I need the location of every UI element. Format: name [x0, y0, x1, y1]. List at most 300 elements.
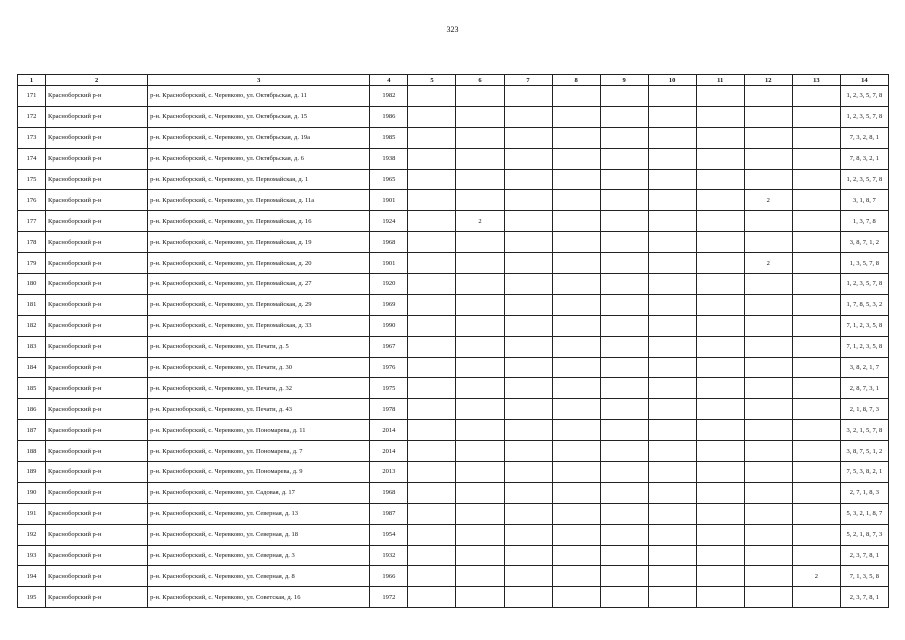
- column-header: 3: [148, 75, 370, 86]
- col10-cell: [648, 357, 696, 378]
- col8-cell: [552, 566, 600, 587]
- col11-cell: [696, 503, 744, 524]
- district-cell: Красноборский р-н: [46, 274, 148, 295]
- col6-cell: [456, 441, 504, 462]
- col14-cell: 7, 1, 3, 5, 8: [840, 566, 888, 587]
- col12-cell: [744, 441, 792, 462]
- col8-cell: [552, 441, 600, 462]
- address-cell: р-н. Красноборский, с. Черевково, ул. Пономарева, д. 9: [148, 462, 370, 483]
- year-cell: 1967: [370, 336, 408, 357]
- col8-cell: [552, 190, 600, 211]
- year-cell: 1969: [370, 294, 408, 315]
- year-cell: 1924: [370, 211, 408, 232]
- col7-cell: [504, 232, 552, 253]
- row-number-cell: 189: [18, 462, 46, 483]
- col12-cell: [744, 315, 792, 336]
- table-row: [18, 399, 889, 420]
- col8-cell: [552, 482, 600, 503]
- col13-cell: [792, 378, 840, 399]
- column-header: 5: [408, 75, 456, 86]
- col9-cell: [600, 357, 648, 378]
- column-header: 4: [370, 75, 408, 86]
- col13-cell: [792, 127, 840, 148]
- col14-cell: 7, 1, 2, 3, 5, 8: [840, 315, 888, 336]
- col7-cell: [504, 441, 552, 462]
- col10-cell: [648, 211, 696, 232]
- year-cell: 1968: [370, 482, 408, 503]
- col14-cell: 1, 2, 3, 5, 7, 8: [840, 86, 888, 107]
- col9-cell: [600, 169, 648, 190]
- col6-cell: [456, 336, 504, 357]
- col13-cell: [792, 274, 840, 295]
- col11-cell: [696, 587, 744, 608]
- col11-cell: [696, 294, 744, 315]
- row-number-cell: 173: [18, 127, 46, 148]
- col5-cell: [408, 294, 456, 315]
- district-cell: Красноборский р-н: [46, 524, 148, 545]
- year-cell: 1972: [370, 587, 408, 608]
- col13-cell: [792, 420, 840, 441]
- col7-cell: [504, 127, 552, 148]
- col10-cell: [648, 378, 696, 399]
- col14-cell: 7, 8, 3, 2, 1: [840, 148, 888, 169]
- row-number-cell: 194: [18, 566, 46, 587]
- row-number-cell: 171: [18, 86, 46, 107]
- col6-cell: [456, 232, 504, 253]
- col14-cell: 1, 3, 5, 7, 8: [840, 253, 888, 274]
- table-row: [18, 357, 889, 378]
- col7-cell: [504, 148, 552, 169]
- address-cell: р-н. Красноборский, с. Черевково, ул. Первомайская, д. 29: [148, 294, 370, 315]
- col11-cell: [696, 106, 744, 127]
- col12-cell: 2: [744, 253, 792, 274]
- col12-cell: [744, 106, 792, 127]
- col13-cell: [792, 503, 840, 524]
- col9-cell: [600, 587, 648, 608]
- col5-cell: [408, 86, 456, 107]
- col13-cell: 2: [792, 566, 840, 587]
- col12-cell: [744, 399, 792, 420]
- table-row: [18, 524, 889, 545]
- col8-cell: [552, 524, 600, 545]
- col14-cell: 2, 8, 7, 3, 1: [840, 378, 888, 399]
- col14-cell: 1, 3, 7, 8: [840, 211, 888, 232]
- col6-cell: [456, 274, 504, 295]
- col5-cell: [408, 211, 456, 232]
- district-cell: Красноборский р-н: [46, 441, 148, 462]
- table-row: [18, 482, 889, 503]
- district-cell: Красноборский р-н: [46, 253, 148, 274]
- col14-cell: 5, 3, 2, 1, 8, 7: [840, 503, 888, 524]
- year-cell: 1985: [370, 127, 408, 148]
- table-row: [18, 106, 889, 127]
- col8-cell: [552, 503, 600, 524]
- col8-cell: [552, 127, 600, 148]
- col12-cell: 2: [744, 190, 792, 211]
- row-number-cell: 192: [18, 524, 46, 545]
- col6-cell: [456, 420, 504, 441]
- col9-cell: [600, 545, 648, 566]
- col5-cell: [408, 566, 456, 587]
- row-number-cell: 179: [18, 253, 46, 274]
- district-cell: Красноборский р-н: [46, 315, 148, 336]
- col13-cell: [792, 441, 840, 462]
- table-row: [18, 378, 889, 399]
- year-cell: 1987: [370, 503, 408, 524]
- col8-cell: [552, 169, 600, 190]
- col10-cell: [648, 127, 696, 148]
- row-number-cell: 180: [18, 274, 46, 295]
- table-row: [18, 148, 889, 169]
- col9-cell: [600, 524, 648, 545]
- address-cell: р-н. Красноборский, с. Черевково, ул. Первомайская, д. 11а: [148, 190, 370, 211]
- district-cell: Красноборский р-н: [46, 503, 148, 524]
- col13-cell: [792, 169, 840, 190]
- col9-cell: [600, 462, 648, 483]
- col10-cell: [648, 482, 696, 503]
- col11-cell: [696, 86, 744, 107]
- year-cell: 1976: [370, 357, 408, 378]
- year-cell: 1920: [370, 274, 408, 295]
- col6-cell: [456, 357, 504, 378]
- address-cell: р-н. Красноборский, с. Черевково, ул. Первомайская, д. 19: [148, 232, 370, 253]
- col6-cell: [456, 566, 504, 587]
- col8-cell: [552, 545, 600, 566]
- address-cell: р-н. Красноборский, с. Черевково, ул. Первомайская, д. 16: [148, 211, 370, 232]
- col7-cell: [504, 357, 552, 378]
- col7-cell: [504, 378, 552, 399]
- col9-cell: [600, 378, 648, 399]
- col7-cell: [504, 336, 552, 357]
- row-number-cell: 175: [18, 169, 46, 190]
- year-cell: 1990: [370, 315, 408, 336]
- col8-cell: [552, 294, 600, 315]
- col6-cell: [456, 294, 504, 315]
- district-cell: Красноборский р-н: [46, 357, 148, 378]
- col13-cell: [792, 148, 840, 169]
- col7-cell: [504, 420, 552, 441]
- district-cell: Красноборский р-н: [46, 545, 148, 566]
- table-row: [18, 336, 889, 357]
- col8-cell: [552, 106, 600, 127]
- table-row: [18, 294, 889, 315]
- col5-cell: [408, 190, 456, 211]
- col13-cell: [792, 294, 840, 315]
- col12-cell: [744, 587, 792, 608]
- col12-cell: [744, 566, 792, 587]
- col9-cell: [600, 86, 648, 107]
- column-header: 10: [648, 75, 696, 86]
- district-cell: Красноборский р-н: [46, 106, 148, 127]
- col11-cell: [696, 566, 744, 587]
- year-cell: 1965: [370, 169, 408, 190]
- col10-cell: [648, 253, 696, 274]
- address-cell: р-н. Красноборский, с. Черевково, ул. Печати, д. 5: [148, 336, 370, 357]
- col5-cell: [408, 274, 456, 295]
- col12-cell: [744, 357, 792, 378]
- year-cell: 1986: [370, 106, 408, 127]
- row-number-cell: 195: [18, 587, 46, 608]
- col8-cell: [552, 315, 600, 336]
- col11-cell: [696, 169, 744, 190]
- address-cell: р-н. Красноборский, с. Черевково, ул. Первомайская, д. 33: [148, 315, 370, 336]
- page-number: 323: [446, 25, 459, 34]
- col5-cell: [408, 482, 456, 503]
- table-row: [18, 190, 889, 211]
- col14-cell: 5, 2, 1, 8, 7, 3: [840, 524, 888, 545]
- col8-cell: [552, 462, 600, 483]
- col5-cell: [408, 106, 456, 127]
- col12-cell: [744, 274, 792, 295]
- col7-cell: [504, 482, 552, 503]
- col6-cell: [456, 127, 504, 148]
- col13-cell: [792, 86, 840, 107]
- col8-cell: [552, 399, 600, 420]
- col8-cell: [552, 378, 600, 399]
- col10-cell: [648, 545, 696, 566]
- col11-cell: [696, 211, 744, 232]
- col14-cell: 1, 2, 3, 5, 7, 8: [840, 169, 888, 190]
- col9-cell: [600, 420, 648, 441]
- col6-cell: [456, 169, 504, 190]
- col12-cell: [744, 420, 792, 441]
- col9-cell: [600, 315, 648, 336]
- col7-cell: [504, 587, 552, 608]
- header-row: [18, 75, 889, 86]
- col12-cell: [744, 482, 792, 503]
- district-cell: Красноборский р-н: [46, 86, 148, 107]
- col14-cell: 3, 1, 8, 7: [840, 190, 888, 211]
- table-row: [18, 545, 889, 566]
- col11-cell: [696, 378, 744, 399]
- col14-cell: 1, 2, 3, 5, 7, 8: [840, 106, 888, 127]
- district-cell: Красноборский р-н: [46, 190, 148, 211]
- col6-cell: [456, 86, 504, 107]
- col10-cell: [648, 106, 696, 127]
- col6-cell: [456, 378, 504, 399]
- col9-cell: [600, 148, 648, 169]
- column-header: 6: [456, 75, 504, 86]
- col9-cell: [600, 253, 648, 274]
- row-number-cell: 193: [18, 545, 46, 566]
- col9-cell: [600, 399, 648, 420]
- col7-cell: [504, 545, 552, 566]
- col13-cell: [792, 524, 840, 545]
- col13-cell: [792, 587, 840, 608]
- row-number-cell: 183: [18, 336, 46, 357]
- col14-cell: 3, 2, 1, 5, 7, 8: [840, 420, 888, 441]
- year-cell: 2014: [370, 441, 408, 462]
- col14-cell: 3, 8, 2, 1, 7: [840, 357, 888, 378]
- col8-cell: [552, 357, 600, 378]
- col6-cell: [456, 190, 504, 211]
- address-cell: р-н. Красноборский, с. Черевково, ул. Октябрьская, д. 6: [148, 148, 370, 169]
- row-number-cell: 177: [18, 211, 46, 232]
- col11-cell: [696, 482, 744, 503]
- col13-cell: [792, 253, 840, 274]
- col7-cell: [504, 566, 552, 587]
- col5-cell: [408, 378, 456, 399]
- table-row: [18, 253, 889, 274]
- col8-cell: [552, 148, 600, 169]
- year-cell: 1932: [370, 545, 408, 566]
- col5-cell: [408, 253, 456, 274]
- col12-cell: [744, 545, 792, 566]
- col9-cell: [600, 482, 648, 503]
- col14-cell: 2, 3, 7, 8, 1: [840, 587, 888, 608]
- col11-cell: [696, 399, 744, 420]
- col9-cell: [600, 190, 648, 211]
- row-number-cell: 190: [18, 482, 46, 503]
- address-cell: р-н. Красноборский, с. Черевково, ул. Садовая, д. 17: [148, 482, 370, 503]
- table-row: [18, 566, 889, 587]
- district-cell: Красноборский р-н: [46, 482, 148, 503]
- table-row: [18, 86, 889, 107]
- column-header: 9: [600, 75, 648, 86]
- col7-cell: [504, 503, 552, 524]
- row-number-cell: 186: [18, 399, 46, 420]
- col5-cell: [408, 545, 456, 566]
- address-cell: р-н. Красноборский, с. Черевково, ул. Печати, д. 32: [148, 378, 370, 399]
- col11-cell: [696, 420, 744, 441]
- col13-cell: [792, 190, 840, 211]
- table-row: [18, 274, 889, 295]
- col13-cell: [792, 462, 840, 483]
- col10-cell: [648, 503, 696, 524]
- address-cell: р-н. Красноборский, с. Черевково, ул. Пономарева, д. 11: [148, 420, 370, 441]
- year-cell: 1966: [370, 566, 408, 587]
- col13-cell: [792, 315, 840, 336]
- col11-cell: [696, 357, 744, 378]
- col10-cell: [648, 441, 696, 462]
- col14-cell: 7, 3, 2, 8, 1: [840, 127, 888, 148]
- col9-cell: [600, 106, 648, 127]
- col6-cell: [456, 315, 504, 336]
- row-number-cell: 187: [18, 420, 46, 441]
- row-number-cell: 184: [18, 357, 46, 378]
- col11-cell: [696, 232, 744, 253]
- col6-cell: [456, 106, 504, 127]
- row-number-cell: 172: [18, 106, 46, 127]
- col10-cell: [648, 274, 696, 295]
- address-cell: р-н. Красноборский, с. Черевково, ул. Пономарева, д. 7: [148, 441, 370, 462]
- col7-cell: [504, 399, 552, 420]
- col7-cell: [504, 253, 552, 274]
- col12-cell: [744, 294, 792, 315]
- table-row: [18, 211, 889, 232]
- col7-cell: [504, 211, 552, 232]
- col5-cell: [408, 148, 456, 169]
- address-cell: р-н. Красноборский, с. Черевково, ул. Первомайская, д. 20: [148, 253, 370, 274]
- col7-cell: [504, 524, 552, 545]
- col11-cell: [696, 336, 744, 357]
- housing-registry-table: [17, 74, 889, 608]
- col6-cell: [456, 253, 504, 274]
- col12-cell: [744, 127, 792, 148]
- col13-cell: [792, 399, 840, 420]
- col6-cell: [456, 482, 504, 503]
- col10-cell: [648, 566, 696, 587]
- col10-cell: [648, 315, 696, 336]
- col11-cell: [696, 441, 744, 462]
- address-cell: р-н. Красноборский, с. Черевково, ул. Октябрьская, д. 11: [148, 86, 370, 107]
- col5-cell: [408, 441, 456, 462]
- col13-cell: [792, 357, 840, 378]
- col9-cell: [600, 294, 648, 315]
- col5-cell: [408, 524, 456, 545]
- col5-cell: [408, 169, 456, 190]
- col8-cell: [552, 253, 600, 274]
- col11-cell: [696, 524, 744, 545]
- col11-cell: [696, 253, 744, 274]
- col14-cell: 2, 7, 1, 8, 3: [840, 482, 888, 503]
- column-header: 13: [792, 75, 840, 86]
- address-cell: р-н. Красноборский, с. Черевково, ул. Первомайская, д. 1: [148, 169, 370, 190]
- year-cell: 2014: [370, 420, 408, 441]
- year-cell: 1901: [370, 253, 408, 274]
- col7-cell: [504, 106, 552, 127]
- col7-cell: [504, 86, 552, 107]
- col5-cell: [408, 503, 456, 524]
- col5-cell: [408, 127, 456, 148]
- year-cell: 1901: [370, 190, 408, 211]
- row-number-cell: 188: [18, 441, 46, 462]
- col12-cell: [744, 336, 792, 357]
- col11-cell: [696, 545, 744, 566]
- col14-cell: 1, 7, 8, 5, 3, 2: [840, 294, 888, 315]
- table-body: [18, 86, 889, 608]
- table-row: [18, 503, 889, 524]
- col7-cell: [504, 274, 552, 295]
- col9-cell: [600, 211, 648, 232]
- col9-cell: [600, 232, 648, 253]
- col14-cell: 2, 3, 7, 8, 1: [840, 545, 888, 566]
- col10-cell: [648, 587, 696, 608]
- column-header: 2: [46, 75, 148, 86]
- col6-cell: [456, 148, 504, 169]
- address-cell: р-н. Красноборский, с. Черевково, ул. Октябрьская, д. 15: [148, 106, 370, 127]
- col11-cell: [696, 190, 744, 211]
- col12-cell: [744, 148, 792, 169]
- col8-cell: [552, 274, 600, 295]
- col5-cell: [408, 462, 456, 483]
- district-cell: Красноборский р-н: [46, 399, 148, 420]
- col9-cell: [600, 336, 648, 357]
- col10-cell: [648, 524, 696, 545]
- col10-cell: [648, 86, 696, 107]
- row-number-cell: 182: [18, 315, 46, 336]
- col8-cell: [552, 86, 600, 107]
- col7-cell: [504, 462, 552, 483]
- district-cell: Красноборский р-н: [46, 336, 148, 357]
- col5-cell: [408, 399, 456, 420]
- district-cell: Красноборский р-н: [46, 420, 148, 441]
- col6-cell: [456, 524, 504, 545]
- address-cell: р-н. Красноборский, с. Черевково, ул. Северная, д. 3: [148, 545, 370, 566]
- address-cell: р-н. Красноборский, с. Черевково, ул. Печати, д. 30: [148, 357, 370, 378]
- col10-cell: [648, 399, 696, 420]
- col8-cell: [552, 420, 600, 441]
- table-row: [18, 441, 889, 462]
- row-number-cell: 181: [18, 294, 46, 315]
- row-number-cell: 178: [18, 232, 46, 253]
- col13-cell: [792, 482, 840, 503]
- col9-cell: [600, 441, 648, 462]
- col5-cell: [408, 232, 456, 253]
- year-cell: 1968: [370, 232, 408, 253]
- col11-cell: [696, 127, 744, 148]
- col7-cell: [504, 190, 552, 211]
